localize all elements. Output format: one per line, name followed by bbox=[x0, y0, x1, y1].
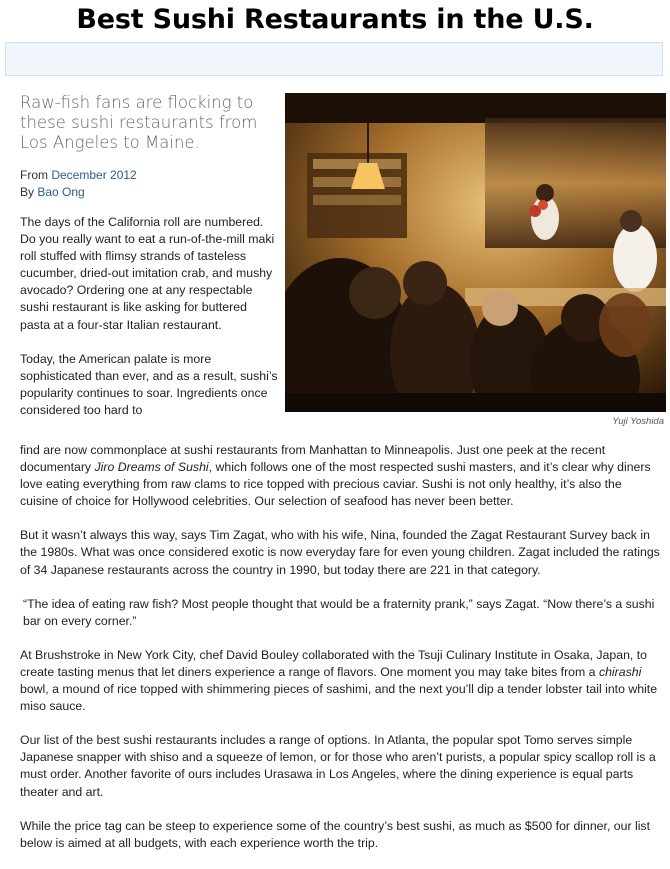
ad-banner bbox=[5, 42, 663, 76]
paragraph: Today, the American palate is more sophisticated than ever, and as a result, sushi’s popularity continues to soar. Ingredients once considered too hard to bbox=[20, 351, 278, 417]
article-body bbox=[20, 442, 660, 869]
paragraph: But it wasn’t always this way, says Tim Zagat, who with his wife, Nina, founded the Zagat Restaurant Survey back in the 1980s. What was once considered exotic is now everyday fare for even young children. Zagat included the ratings of 34 Japanese restaurants across the country in 1990, but today there are 221 in that category. bbox=[20, 528, 660, 577]
paragraph bbox=[20, 442, 660, 510]
sushi-bar-photo bbox=[285, 93, 666, 412]
paragraph: While the price tag can be steep to experience some of the country’s best sushi, as much as $500 for dinner, our list below is aimed at all budgets, with each experience worth the trip. bbox=[20, 818, 650, 850]
page-title: Best Sushi Restaurants in the U.S. bbox=[76, 4, 594, 35]
article-intro bbox=[20, 214, 278, 436]
issue-link[interactable]: December 2012 bbox=[51, 168, 137, 182]
text: find are now commonplace at sushi restaurants from Manhattan to Minneapolis. Just one peek at the recent documentary bbox=[20, 443, 606, 475]
paragraph: Our list of the best sushi restaurants includes a range of options. In Atlanta, the popular spot Tomo serves simple Japanese snapper with shiso and a squeeze of lemon, or for those who aren’t purists, a popular spicy scallop roll is a must order. Another favorite of ours includes Urasawa in Los Angeles, where the dining experience is equal parts theater and art. bbox=[20, 733, 656, 799]
byline bbox=[20, 184, 280, 201]
author-link[interactable]: Bao Ong bbox=[37, 185, 85, 199]
quote-paragraph: “The idea of eating raw fish? Most people thought that would be a fraternity prank,” says Zagat. “Now there’s a sushi bar on every corner.” bbox=[23, 596, 655, 628]
text: , which follows one of the most respected sushi masters, and it’s clear why diners love eating everything from raw clams to rice topped with precious caviar. Sushi is not only healthy, it’s also the cuisine of choice for Hollywood celebrities. Our selection of seafood has never been better. bbox=[20, 460, 651, 509]
from-label: From bbox=[20, 168, 52, 182]
by-label: By bbox=[20, 185, 38, 199]
dish-name: chirashi bbox=[598, 664, 642, 679]
paragraph: The days of the California roll are numbered. Do you really want to eat a run-of-the-mill maki roll stuffed with flimsy strands of tasteless cucumber, dried-out imitation crab, and mushy avocado? Ordering one at any respectable sushi restaurant is like asking for buttered pasta at a four-star Italian restaurant. bbox=[20, 215, 275, 332]
article-meta bbox=[20, 167, 280, 201]
film-title: Jiro Dreams of Sushi bbox=[94, 460, 209, 475]
paragraph bbox=[20, 647, 660, 715]
article-dek: Raw-fish fans are flocking to these sushi restaurants from Los Angeles to Maine. bbox=[20, 93, 258, 152]
text: At Brushstroke in New York City, chef David Bouley collaborated with the Tsuji Culinary Institute in Osaka, Japan, to create tasting menus that let diners experience a range of flavors. One moment you may take bites from a bbox=[20, 647, 647, 679]
photo-credit: Yuji Yoshida bbox=[612, 416, 664, 427]
text: bowl, a mound of rice topped with shimmering pieces of sashimi, and the next you’ll dip a tender lobster tail into white miso sauce. bbox=[20, 682, 658, 714]
issue-line bbox=[20, 167, 280, 184]
